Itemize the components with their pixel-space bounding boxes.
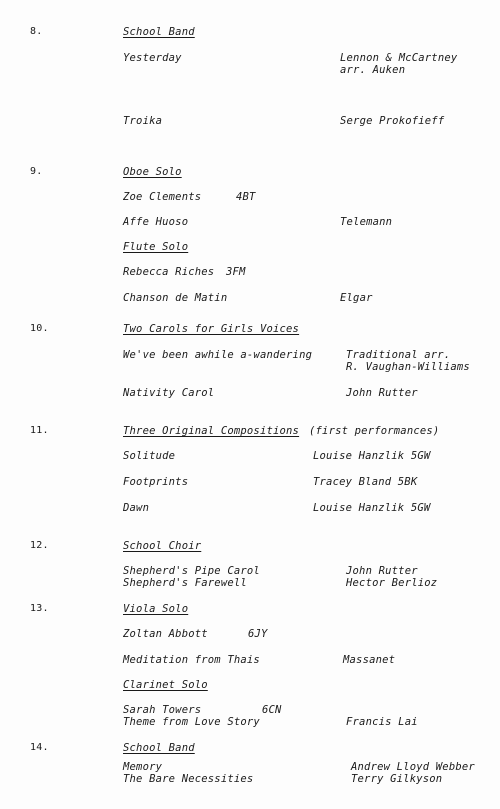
piece-title: Memory [123,761,163,773]
piece-composer: Lennon & McCartney [340,52,458,64]
piece-composer: Hector Berlioz [346,577,438,589]
piece-title: Troika [123,115,163,127]
piece-composer: John Rutter [346,387,418,399]
piece-composer: John Rutter [346,565,418,577]
item-number: 11. [30,425,49,436]
item-number: 8. [30,26,43,37]
piece-composer: Andrew Lloyd Webber [351,761,475,773]
piece-title: Meditation from Thais [123,654,260,666]
performer-name: Zoe Clements [123,191,202,203]
piece-composer: Massanet [343,654,396,666]
item-number: 12. [30,540,49,551]
performer-form: 4BT [236,191,256,203]
piece-title: We've been awhile a-wandering [123,349,313,361]
piece-arranger: R. Vaughan-Williams [346,361,470,373]
section-heading: School Choir [123,540,202,552]
piece-composer: Louise Hanzlik 5GW [313,502,431,514]
piece-title: Nativity Carol [123,387,215,399]
piece-title: The Bare Necessities [123,773,254,785]
piece-composer: Serge Prokofieff [340,115,445,127]
piece-composer: Terry Gilkyson [351,773,443,785]
piece-title: Dawn [123,502,150,514]
sub-heading: Clarinet Solo [123,679,208,691]
item-number: 9. [30,166,43,177]
section-heading: Oboe Solo [123,166,182,178]
section-heading: School Band [123,26,195,38]
piece-title: Solitude [123,450,176,462]
piece-title: Affe Huoso [123,216,189,228]
piece-composer: Traditional arr. [346,349,451,361]
section-heading: School Band [123,742,195,754]
performer-form: 6JY [248,628,268,640]
performer-name: Sarah Towers [123,704,202,716]
piece-composer: Telemann [340,216,393,228]
piece-composer: Louise Hanzlik 5GW [313,450,431,462]
item-number: 13. [30,603,49,614]
performer-form: 3FM [226,266,246,278]
section-heading: Viola Solo [123,603,189,615]
section-heading: Three Original Compositions [123,425,300,437]
piece-title: Theme from Love Story [123,716,260,728]
section-heading: Two Carols for Girls Voices [123,323,300,335]
performer-name: Zoltan Abbott [123,628,208,640]
item-number: 10. [30,323,49,334]
piece-arranger: arr. Auken [340,64,406,76]
piece-title: Yesterday [123,52,182,64]
piece-composer: Francis Lai [346,716,418,728]
performer-name: Rebecca Riches [123,266,215,278]
item-number: 14. [30,742,49,753]
sub-heading: Flute Solo [123,241,189,253]
piece-composer: Elgar [340,292,373,304]
piece-title: Footprints [123,476,189,488]
performer-form: 6CN [262,704,282,716]
piece-composer: Tracey Bland 5BK [313,476,418,488]
piece-title: Chanson de Matin [123,292,228,304]
heading-note: (first performances) [309,425,440,437]
piece-title: Shepherd's Pipe Carol [123,565,260,577]
piece-title: Shepherd's Farewell [123,577,247,589]
